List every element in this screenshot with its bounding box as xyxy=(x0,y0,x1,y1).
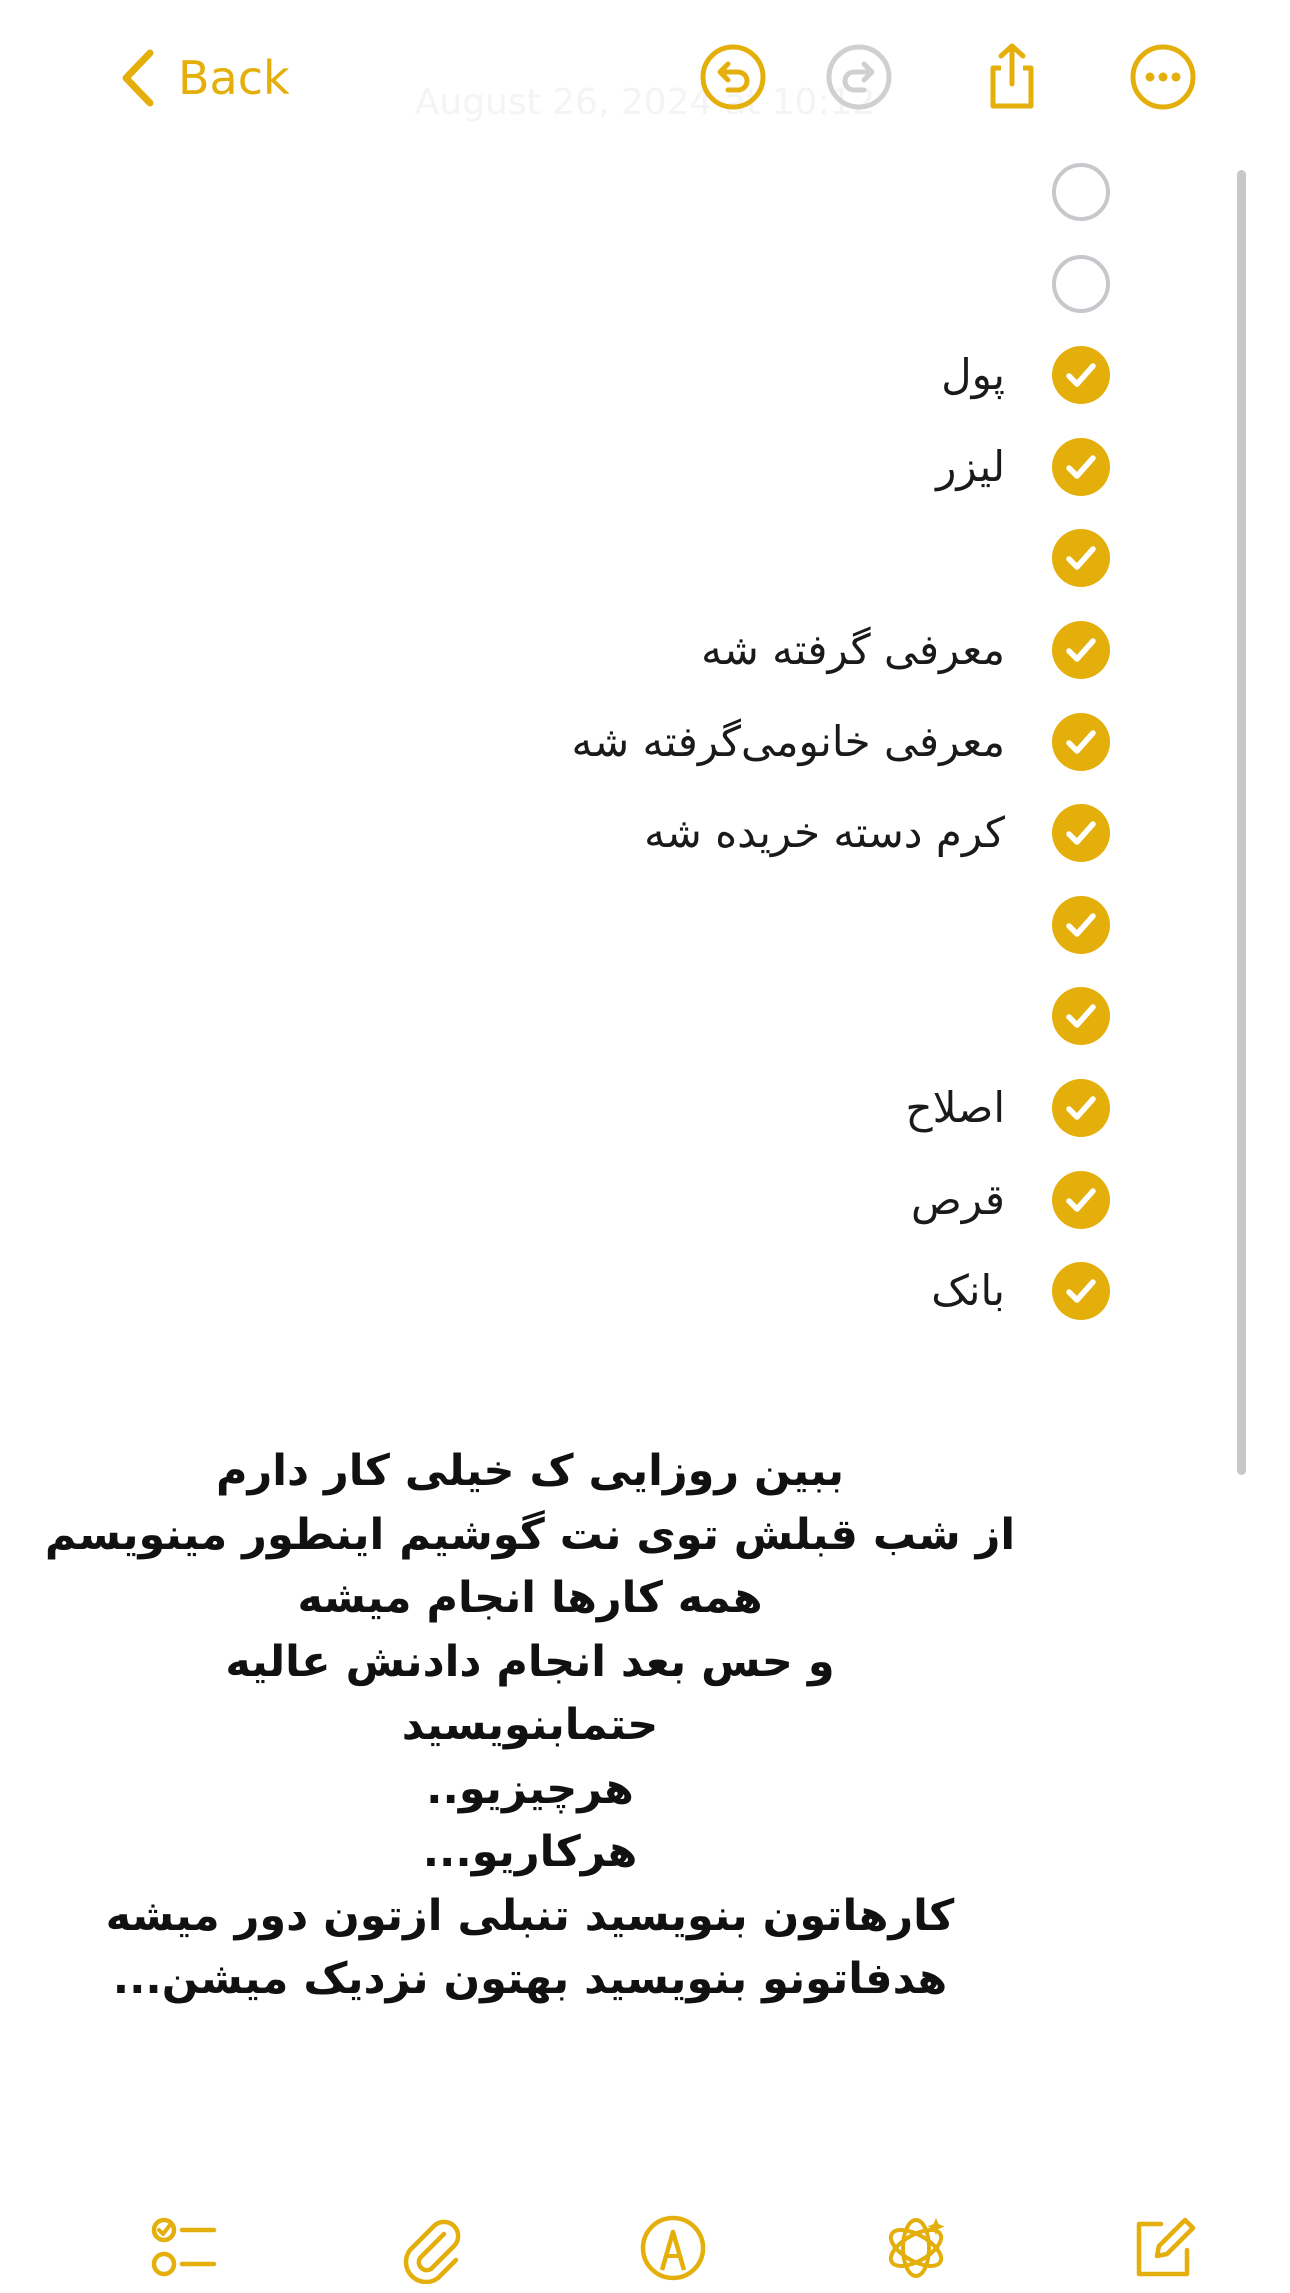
body-line: هدفاتونو بنویسید بهتون نزدیک میشن... xyxy=(112,1954,948,2004)
checklist-item[interactable] xyxy=(0,146,1290,238)
more-button[interactable] xyxy=(1126,40,1200,114)
checked-circle-icon[interactable] xyxy=(1051,437,1111,497)
unchecked-circle-icon[interactable] xyxy=(1051,254,1111,314)
checklist-item-text: پول xyxy=(941,350,1005,400)
undo-icon xyxy=(698,42,768,112)
checked-circle-icon[interactable] xyxy=(1051,620,1111,680)
body-line: هرکاریو... xyxy=(422,1827,638,1877)
checklist-item[interactable] xyxy=(0,512,1290,604)
bottom-toolbar xyxy=(0,2200,1290,2293)
checklist-item-text: بانک xyxy=(931,1266,1005,1316)
checked-circle-icon[interactable] xyxy=(1051,986,1111,1046)
redo-button[interactable] xyxy=(822,40,896,114)
markup-button[interactable] xyxy=(635,2210,711,2286)
redo-icon xyxy=(824,42,894,112)
checklist-item[interactable] xyxy=(0,1062,1290,1154)
body-line: ببین روزایی ک خیلی کار دارم xyxy=(215,1446,845,1496)
checklist-icon xyxy=(148,2212,220,2284)
body-line: هرچیزیو.. xyxy=(426,1763,634,1814)
checklist-item[interactable] xyxy=(0,329,1290,421)
unchecked-circle-icon[interactable] xyxy=(1051,162,1111,222)
body-line: از شب قبلش توی نت گوشیم اینطور مینویسم xyxy=(44,1509,1016,1560)
checklist-item[interactable] xyxy=(0,787,1290,879)
checked-circle-icon[interactable] xyxy=(1051,895,1111,955)
compose-button[interactable] xyxy=(1125,2210,1201,2286)
checked-circle-icon[interactable] xyxy=(1051,528,1111,588)
back-label: Back xyxy=(178,51,290,105)
checked-circle-icon[interactable] xyxy=(1051,803,1111,863)
checked-circle-icon[interactable] xyxy=(1051,1261,1111,1321)
markup-icon xyxy=(637,2212,709,2284)
apple-intelligence-button[interactable] xyxy=(878,2210,954,2286)
checklist-item[interactable] xyxy=(0,238,1290,330)
compose-icon xyxy=(1127,2212,1199,2284)
checked-circle-icon[interactable] xyxy=(1051,345,1111,405)
checklist-button[interactable] xyxy=(146,2210,222,2286)
share-icon xyxy=(977,42,1047,112)
attachment-icon xyxy=(394,2212,466,2284)
checklist-item[interactable] xyxy=(0,696,1290,788)
checklist-item-text: قرص xyxy=(910,1174,1005,1224)
checklist-item[interactable] xyxy=(0,879,1290,971)
checklist-item[interactable] xyxy=(0,604,1290,696)
checklist-item[interactable] xyxy=(0,1154,1290,1246)
checklist-item-text: کرم دسته خریده شه xyxy=(644,808,1005,858)
navigation-bar xyxy=(0,0,1290,150)
share-button[interactable] xyxy=(975,40,1049,114)
checklist-item-text: معرفی گرفته شه xyxy=(701,625,1005,674)
body-line: حتمابنویسید xyxy=(401,1700,659,1750)
checklist-item-text: لیزر xyxy=(936,441,1005,491)
checklist-item[interactable] xyxy=(0,1245,1290,1337)
body-line: کارهاتون بنویسید تنبلی ازتون دور میشه xyxy=(105,1890,955,1941)
note-body[interactable] xyxy=(20,1440,1040,2012)
apple-intelligence-icon xyxy=(880,2212,952,2284)
checklist-item[interactable] xyxy=(0,970,1290,1062)
checked-circle-icon[interactable] xyxy=(1051,1078,1111,1138)
checklist-item[interactable] xyxy=(0,421,1290,513)
undo-button[interactable] xyxy=(696,40,770,114)
checklist-item-text: اصلاح xyxy=(905,1083,1005,1132)
checked-circle-icon[interactable] xyxy=(1051,1170,1111,1230)
body-line: همه کارها انجام میشه xyxy=(297,1573,763,1623)
body-line: و حس بعد انجام دادنش عالیه xyxy=(225,1636,835,1687)
more-icon xyxy=(1128,42,1198,112)
checklist-item-text: معرفی خانومی‌گرفته شه xyxy=(571,716,1005,766)
attachment-button[interactable] xyxy=(392,2210,468,2286)
note-date: August 26, 2024 at 10:12 xyxy=(414,82,876,123)
checked-circle-icon[interactable] xyxy=(1051,712,1111,772)
